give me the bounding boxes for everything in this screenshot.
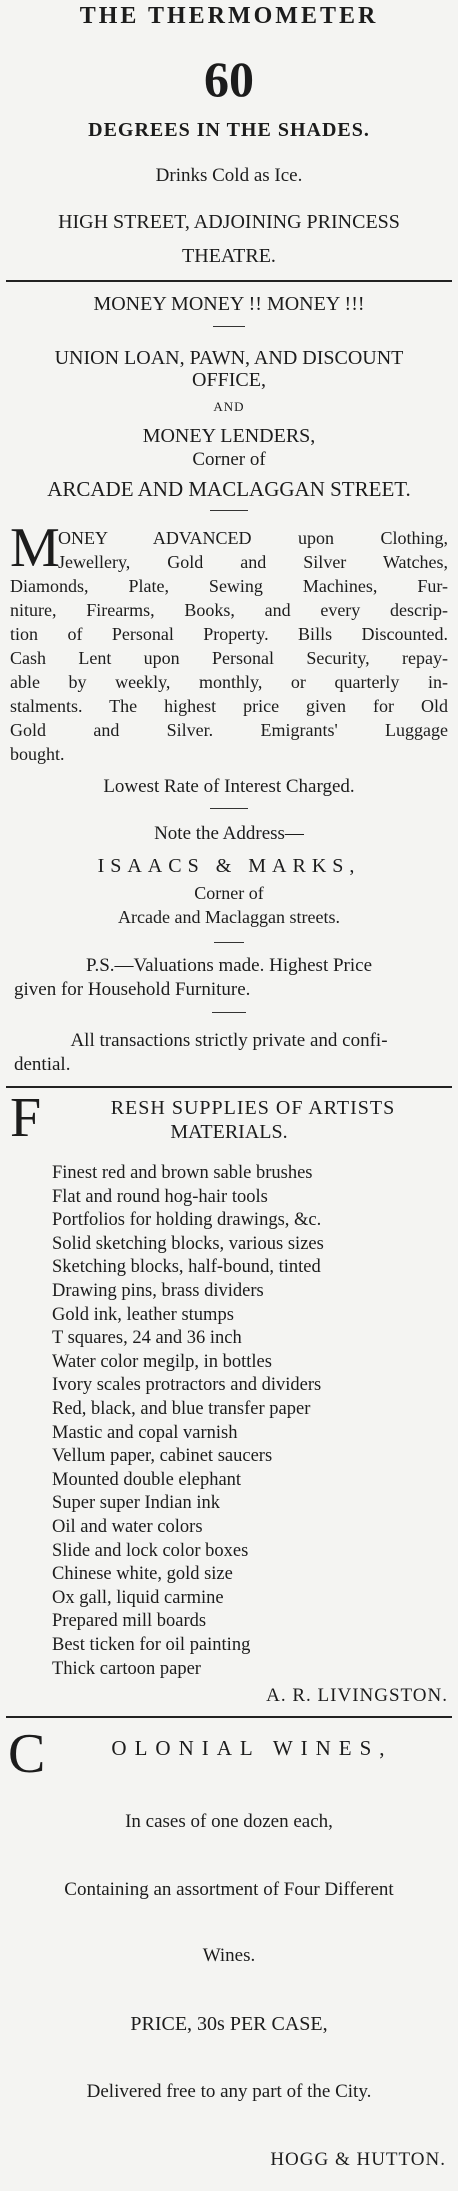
artists-list-item: Drawing pins, brass dividers [52,1281,264,1301]
section-divider [6,280,452,282]
loan-body-line: niture, Firearms, Books, and every descrip- [10,600,448,620]
price-line: PRICE, 30s PER CASE, [130,2013,328,2035]
loan-body-line: able by weekly, monthly, or quarterly in- [10,672,448,692]
location-line-2: THEATRE. [182,245,276,267]
artists-list-item: Best ticken for oil painting [52,1635,251,1655]
corner-of-line: Corner of [192,449,266,470]
loan-body-line: tion of Personal Property. Bills Discounted. [10,624,448,644]
hogg-hutton-signature: HOGG & HUTTON. [270,2149,446,2170]
artists-list-item: Vellum paper, cabinet saucers [52,1446,273,1467]
degrees-line: DEGREES IN THE SHADES. [88,119,370,141]
drop-cap-m: M [10,517,60,579]
short-rule [213,326,245,327]
drop-cap-c: C [8,1723,46,1785]
loan-body-line: stalments. The highest price given for Old [10,696,448,716]
assortment-line: Containing an assortment of Four Different [64,1879,394,1900]
artists-list-item: Prepared mill boards [52,1611,207,1632]
artists-list-item: Ivory scales protractors and dividers [52,1375,322,1396]
wines-heading: OLONIAL WINES, [111,1736,393,1760]
artists-list-item: T squares, 24 and 36 inch [52,1328,242,1349]
office-line-1: UNION LOAN, PAWN, AND DISCOUNT [54,347,404,369]
artists-list-item: Sketching blocks, half-bound, tinted [52,1257,321,1278]
drop-cap-f: F [10,1087,42,1149]
note-address-line: Note the Address— [154,823,304,844]
money-lenders-line: MONEY LENDERS, [142,425,316,447]
section-divider [6,1086,452,1088]
drinks-line: Drinks Cold as Ice. [155,165,303,186]
artists-list-item: Red, black, and blue transfer paper [52,1399,311,1419]
artists-list-item: Water color megilp, in bottles [52,1351,272,1372]
artists-list-item: Ox gall, liquid carmine [52,1587,224,1608]
ps-line-1: P.S.—Valuations made. Highest Price [85,955,373,976]
isaacs-marks-line: ISAACS & MARKS, [97,855,361,877]
loan-body-line: bought. [10,744,65,764]
loan-body-line: Gold and Silver. Emigrants' Luggage [10,720,448,740]
loan-body-line: Jewellery, Gold and Silver Watches, [58,552,448,572]
artists-list-item: Super super Indian ink [52,1493,221,1514]
short-rule [212,1012,246,1013]
artists-heading-2: MATERIALS. [170,1121,288,1143]
private-line-2: dential. [14,1054,71,1075]
artists-list-item: Portfolios for holding drawings, &c. [52,1210,322,1231]
firm-streets-line: Arcade and Maclaggan streets. [118,907,340,927]
artists-list-item: Mastic and copal varnish [52,1422,238,1443]
thermometer-reading: 60 [204,51,254,107]
short-rule [210,510,248,511]
firm-corner-line: Corner of [194,883,264,903]
ps-line-2: given for Household Furniture. [14,979,251,1000]
short-rule [210,808,248,809]
private-line-1: All transactions strictly private and confi- [70,1030,388,1051]
delivery-line: Delivered free to any part of the City. [86,2081,372,2102]
cases-line: In cases of one dozen each, [125,1811,333,1832]
office-line-2: OFFICE, [192,369,266,391]
artists-list-item: Gold ink, leather stumps [52,1304,234,1325]
artists-list-item: Oil and water colors [52,1517,203,1537]
loan-body-line: Cash Lent upon Personal Security, repay- [10,648,448,668]
loan-body-line: Diamonds, Plate, Sewing Machines, Fur- [10,576,448,596]
livingston-signature: A. R. LIVINGSTON. [266,1685,448,1706]
short-rule [214,942,244,943]
thermometer-heading: THE THERMOMETER [79,3,379,29]
location-line-1: HIGH STREET, ADJOINING PRINCESS [58,211,400,233]
and-line: AND [213,399,245,414]
artists-list-item: Slide and lock color boxes [52,1540,249,1561]
artists-list-item: Thick cartoon paper [52,1658,201,1679]
wines-line: Wines. [202,1945,256,1966]
loan-body-line: ONEY ADVANCED upon Clothing, [58,528,448,548]
artists-list-item: Solid sketching blocks, various sizes [52,1233,324,1254]
interest-rate-line: Lowest Rate of Interest Charged. [103,776,355,797]
artists-list-item: Mounted double elephant [52,1469,242,1490]
artists-list-item: Finest red and brown sable brushes [52,1163,313,1183]
artists-list-item: Chinese white, gold size [52,1564,233,1585]
money-headline: MONEY MONEY !! MONEY !!! [93,293,365,315]
street-line: ARCADE AND MACLAGGAN STREET. [47,477,411,501]
artists-list-item: Flat and round hog-hair tools [52,1186,268,1207]
artists-heading-1: RESH SUPPLIES OF ARTISTS [110,1097,396,1119]
section-divider [6,1716,452,1718]
